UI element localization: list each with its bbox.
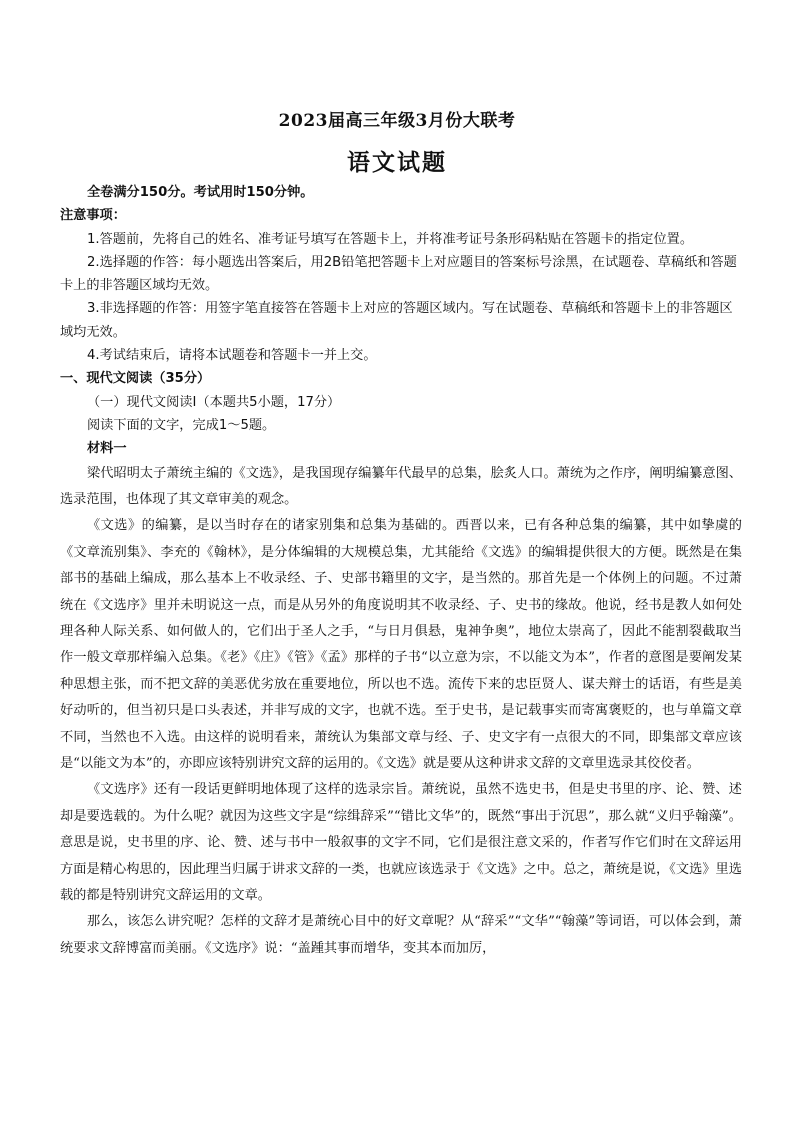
section-heading: 一、现代文阅读（35分）	[60, 371, 211, 387]
exam-content	[60, 181, 742, 962]
passage-paragraph: 《文选序》还有一段话更鲜明地体现了这样的选录宗旨。萧统说，虽然不选史书，但是史书里的序、论、赞、述却是要选载的。为什么呢？就因为这些文字是“综缉辞采”“错比文华”的，既然“事出于沉思”，那么就“义归乎翰藻”。意思是说，史书里的序、论、赞、述与书中一般叙事的文字不同，它们是很注意文采的，作者写作它们时在文辞运用方面是精心构思的，因此理当归属于讲求文辞的一类，也就应该选录于《文选》之中。总之，萧统是说，《文选》里选载的都是特别讲究文辞运用的文章。	[60, 782, 742, 904]
notice-heading: 注意事项：	[60, 208, 126, 224]
subject-title: 语文试题	[347, 150, 447, 176]
passage-paragraph: 《文选》的编纂，是以当时存在的诸家别集和总集为基础的。西晋以来，已有各种总集的编纂，其中如挚虞的《文章流别集》、李充的《翰林》，是分体编辑的大规模总集，尤其能给《文选》的编辑提供很大的方便。既然是在集部书的基础上编成，那么基本上不收录经、子、史部书籍里的文字，是当然的。那首先是一个体例上的问题。不过萧统在《文选序》里并未明说这一点，而是从另外的角度说明其不收录经、子、史书的缘故。他说，经书是教人如何处理各种人际关系、如何做人的，它们出于圣人之手，“与日月俱悬，鬼神争奥”，地位太崇高了，因此不能割裂截取当作一般文章那样编入总集。《老》《庄》《管》《孟》那样的子书“以立意为宗，不以能文为本”，作者的意图是要阐发某种思想主张，而不把文辞的美恶优劣放在重要地位，所以也不选。流传下来的忠臣贤人、谋夫辩士的话语，有些是美好动听的，但当初只是口头表述，并非写成的文字，也就不选。至于史书，是记载事实而寄寓褒贬的，也与单篇文章不同，当然也不入选。由这样的说明看来，萧统认为集部文章与经、子、史文字有一点很大的不同，即集部文章应该是“以能文为本”的，亦即应该特别讲究文辞的运用的。《文选》就是要从这种讲求文辞的文章里选录其佼佼者。	[60, 518, 742, 772]
passage-paragraph: 梁代昭明太子萧统主编的《文选》，是我国现存编纂年代最早的总集，脍炙人口。萧统为之作序，阐明编纂意图、选录范围，也体现了其文章审美的观念。	[60, 465, 742, 507]
material-label: 材料一	[87, 441, 127, 457]
notice-item: 4.考试结束后，请将本试题卷和答题卡一并上交。	[87, 348, 377, 364]
notice-item: 1.答题前，先将自己的姓名、准考证号填写在答题卡上，并将准考证号条形码粘贴在答题卡的指定位置。	[87, 231, 694, 247]
notice-item: 3.非选择题的作答：用签字笔直接答在答题卡上对应的答题区域内。写在试题卷、草稿纸和答题卡上的非答题区域均无效。	[60, 301, 733, 340]
exam-title: 2023届高三年级3月份大联考	[278, 111, 516, 131]
notice-item: 2.选择题的作答：每小题选出答案后，用2B铅笔把答题卡上对应题目的答案标号涂黑，在试题卷、草稿纸和答题卡上的非答题区域均无效。	[60, 254, 737, 294]
sub-section-heading: （一）现代文阅读Ⅰ（本题共5小题，17分）	[87, 394, 341, 410]
score-line: 全卷满分150分。考试用时150分钟。	[87, 185, 314, 200]
reading-instruction: 阅读下面的文字，完成1～5题。	[87, 417, 276, 433]
passage-paragraph: 那么，该怎么讲究呢？怎样的文辞才是萧统心目中的好文章呢？从“辞采”“文华”“翰藻”等词语，可以体会到，萧统要求文辞博富而美丽。《文选序》说：“盖踵其事而增华，变其本而加厉，	[60, 914, 742, 956]
